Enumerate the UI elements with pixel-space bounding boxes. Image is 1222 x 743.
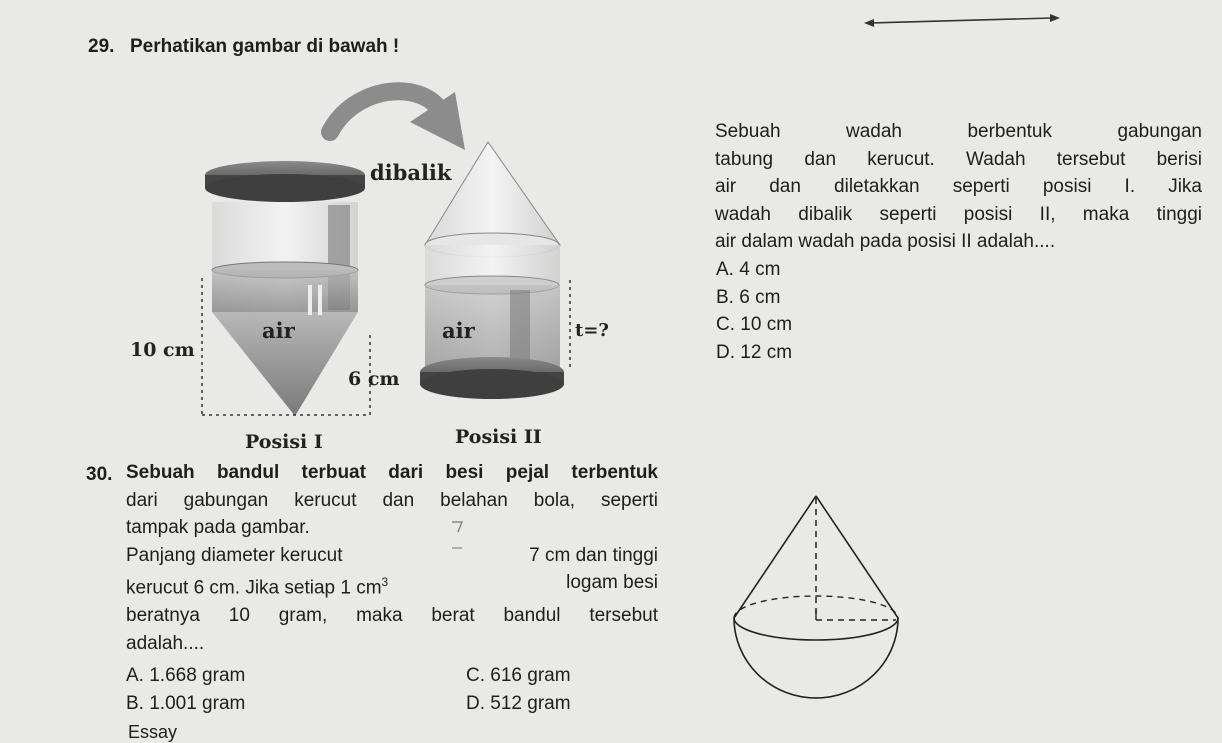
top-decoration bbox=[860, 0, 1080, 40]
flip-label: dibalik bbox=[370, 160, 452, 185]
q29-text-line-4: wadah dibalik seperti posisi II, maka tinggi bbox=[715, 203, 1202, 225]
unit-cm: cm bbox=[356, 577, 382, 599]
option-29-d[interactable] bbox=[716, 339, 792, 367]
q30-line-5a-text: kerucut 6 cm. Jika setiap 1 bbox=[126, 577, 351, 599]
q30-line-2: dari gabungan kerucut dan belahan bola, seperti bbox=[126, 489, 658, 511]
option-30-a[interactable] bbox=[126, 662, 245, 690]
option-30-c[interactable] bbox=[466, 662, 571, 690]
question-30-text bbox=[126, 459, 658, 657]
q29-text-line-1: Sebuah wadah berbentuk gabungan bbox=[715, 121, 1202, 142]
unit-exponent: 3 bbox=[381, 575, 389, 590]
option-text: 512 gram bbox=[490, 692, 571, 714]
q29-text-line-2: tabung dan kerucut. Wadah tersebut berisi bbox=[715, 148, 1202, 170]
question-30-number: 30. bbox=[86, 464, 113, 485]
unknown-height-label: t=? bbox=[575, 320, 609, 341]
section-essay-heading: Essay bbox=[128, 722, 178, 742]
option-letter: A. bbox=[126, 665, 144, 686]
option-text: 1.001 gram bbox=[149, 692, 246, 714]
question-29-instruction: Perhatikan gambar di bawah ! bbox=[130, 36, 400, 57]
q30-line-5a bbox=[126, 569, 388, 602]
total-height-label: 10 cm bbox=[130, 339, 195, 361]
question-29-figure bbox=[120, 80, 680, 450]
question-30-options-left bbox=[126, 662, 245, 717]
option-30-b[interactable] bbox=[126, 690, 245, 718]
question-29-options bbox=[716, 256, 792, 366]
water-label-1: air bbox=[262, 318, 295, 343]
option-text: 12 cm bbox=[740, 341, 793, 363]
option-letter: D. bbox=[716, 341, 735, 363]
option-text: 6 cm bbox=[739, 286, 781, 308]
question-29-text bbox=[715, 118, 1202, 256]
option-letter: B. bbox=[716, 286, 734, 308]
water-label-2: air bbox=[442, 318, 475, 343]
question-30-figure bbox=[720, 488, 920, 708]
q30-line-4 bbox=[126, 542, 658, 570]
cone-height-label: 6 cm bbox=[348, 368, 400, 390]
option-letter: C. bbox=[466, 665, 485, 686]
option-29-c[interactable] bbox=[716, 311, 792, 339]
pencil-mark bbox=[448, 518, 468, 552]
question-30-options-right bbox=[466, 662, 571, 717]
option-29-a[interactable] bbox=[716, 256, 792, 284]
option-letter: D. bbox=[466, 692, 485, 714]
q30-line-4b: 7 cm dan tinggi bbox=[529, 544, 658, 566]
q30-line-7: adalah.... bbox=[126, 632, 205, 654]
q30-line-1: Sebuah bandul terbuat dari besi pejal terbentuk bbox=[126, 462, 658, 483]
option-text: 10 cm bbox=[740, 314, 793, 336]
q29-text-line-3: air dan diletakkan seperti posisi I. Jika bbox=[715, 176, 1202, 198]
q30-line-3: tampak pada gambar. bbox=[126, 517, 310, 539]
option-29-b[interactable] bbox=[716, 284, 792, 312]
q30-line-5 bbox=[126, 569, 658, 602]
caption-position-1: Posisi I bbox=[245, 431, 323, 450]
q30-line-5b: logam besi bbox=[566, 572, 658, 594]
option-30-d[interactable] bbox=[466, 690, 571, 718]
option-letter: B. bbox=[126, 692, 144, 714]
option-text: 1.668 gram bbox=[149, 665, 246, 686]
option-text: 4 cm bbox=[739, 259, 781, 280]
q29-text-line-5: air dalam wadah pada posisi II adalah.... bbox=[715, 231, 1056, 253]
option-letter: C. bbox=[716, 314, 735, 336]
caption-position-2: Posisi II bbox=[455, 426, 542, 448]
option-text: 616 gram bbox=[490, 665, 571, 686]
option-letter: A. bbox=[716, 259, 734, 280]
question-29-number: 29. bbox=[88, 36, 115, 57]
q30-line-4a: Panjang diameter kerucut bbox=[126, 544, 343, 566]
q30-line-6: beratnya 10 gram, maka berat bandul tersebut bbox=[126, 605, 658, 627]
